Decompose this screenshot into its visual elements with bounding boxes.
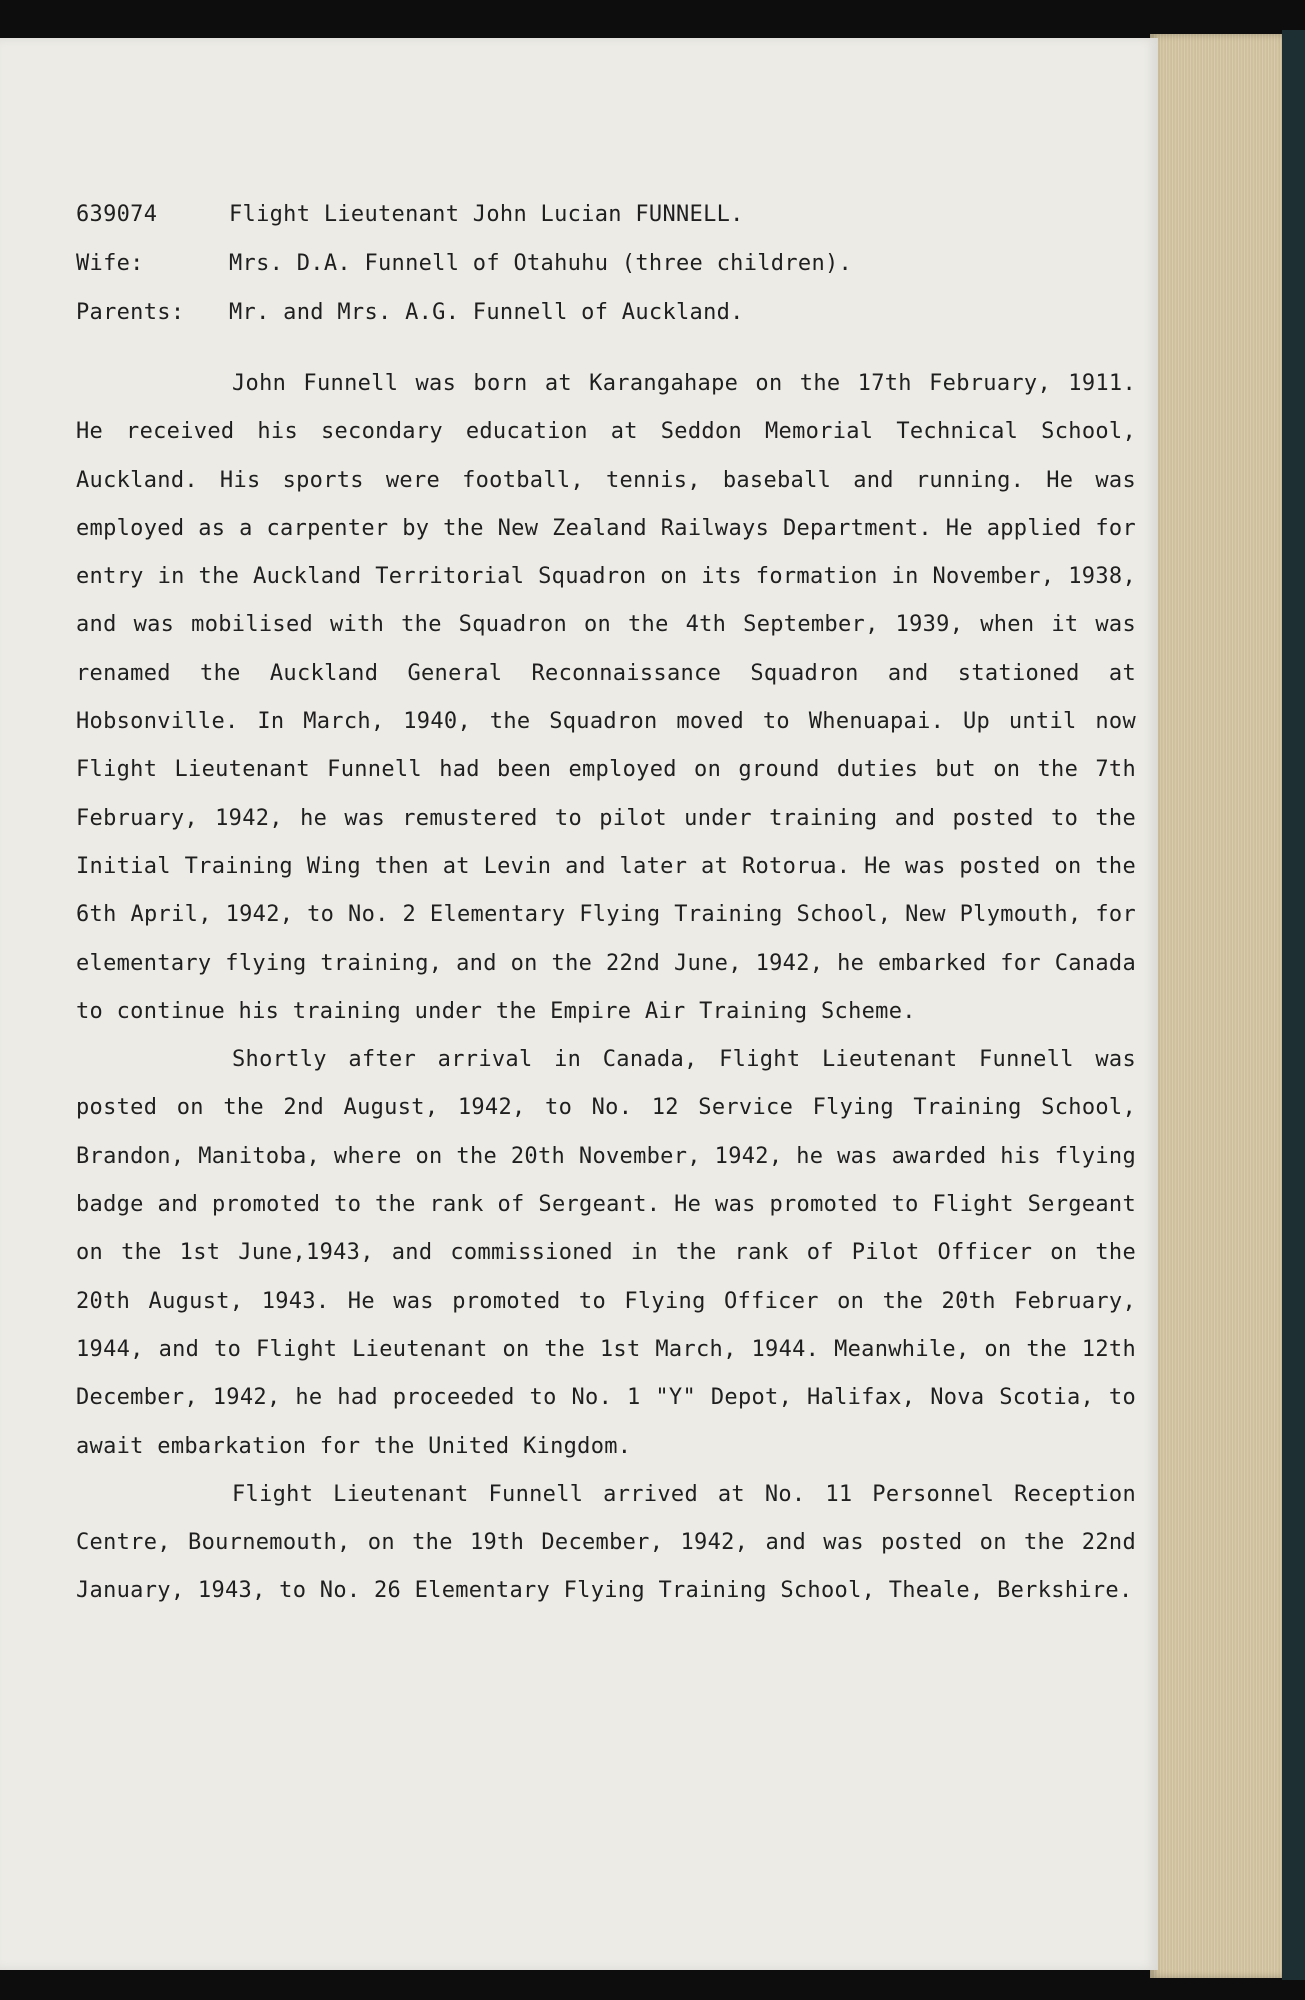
name-row xyxy=(76,190,1136,239)
typed-record xyxy=(76,190,1136,1616)
paragraph-early-life: John Funnell was born at Karangahape on the 17th February, 1911. He received his secondary education at Seddon Memorial Technical School, Auckland. His sports were football, tennis, baseball and running. He was employed as a carpenter by the New Zealand Railways Department. He applied for entry in the Auckland Territorial Squadron on its formation in November, 1938, and was mobilised with the Squadron on the 4th September, 1939, when it was renamed the Auckland General Reconnaissance Squadron and stationed at Hobsonville. In March, 1940, the Squadron moved to Whenuapai. Up until now Flight Lieutenant Funnell had been employed on ground duties but on the 7th February, 1942, he was remustered to pilot under training and posted to the Initial Training Wing then at Levin and later at Rotorua. He was posted on the 6th April, 1942, to No. 2 Elementary Flying Training School, New Plymouth, for elementary flying training, and on the 22nd June, 1942, he embarked for Canada to continue his training under the Empire Air Training Scheme. xyxy=(76,371,1136,1024)
wife-row xyxy=(76,239,1136,288)
service-number: 639074 xyxy=(76,202,158,227)
wife-label: Wife: xyxy=(76,251,144,276)
wife-value: Mrs. D.A. Funnell of Otahuhu (three children). xyxy=(229,251,853,276)
biography-body xyxy=(76,360,1136,1616)
book-cover-edge xyxy=(1282,30,1305,1980)
parents-row xyxy=(76,288,1136,337)
page-edges xyxy=(1150,34,1282,1978)
name-line: Flight Lieutenant John Lucian FUNNELL. xyxy=(229,202,744,227)
parents-value: Mr. and Mrs. A.G. Funnell of Auckland. xyxy=(229,300,744,325)
paragraph-united-kingdom: Flight Lieutenant Funnell arrived at No. 11 Personnel Reception Centre, Bournemouth, on the 19th December, 1942, and was posted on the 22nd January, 1943, to No. 26 Elementary Flying Training School, Theale, Berkshire. xyxy=(76,1481,1136,1604)
paragraph-canada-training: Shortly after arrival in Canada, Flight Lieutenant Funnell was posted on the 2nd August, 1942, to No. 12 Service Flying Training School, Brandon, Manitoba, where on the 20th November, 1942, he was awarded his flying badge and promoted to the rank of Sergeant. He was promoted to Flight Sergeant on the 1st June,1943, and commissioned in the rank of Pilot Officer on the 20th August, 1943. He was promoted to Flying Officer on the 20th February, 1944, and to Flight Lieutenant on the 1st March, 1944. Meanwhile, on the 12th December, 1942, he had proceeded to No. 1 "Y" Depot, Halifax, Nova Scotia, to await embarkation for the United Kingdom. xyxy=(76,1047,1136,1459)
parents-label: Parents: xyxy=(76,300,185,325)
